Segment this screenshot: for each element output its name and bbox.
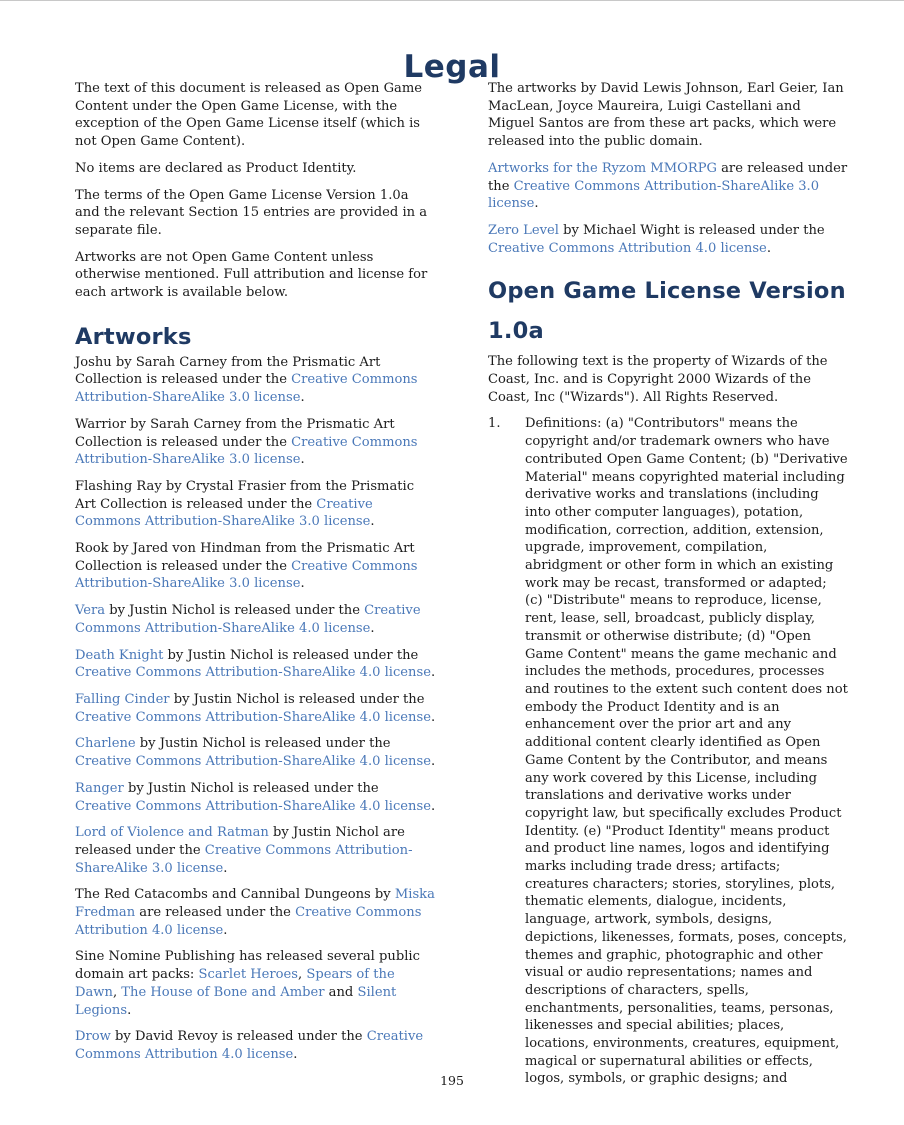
artwork-credit	[75, 647, 437, 682]
license-link[interactable]: Artworks for the Ryzom MMORPG	[488, 160, 717, 176]
artwork-credit	[75, 886, 437, 939]
ogl-heading: Open Game License Version 1.0a	[488, 278, 846, 345]
attribution-text: by Justin Nichol are released under the	[75, 825, 405, 858]
attribution-text: .	[430, 709, 436, 725]
license-link[interactable]: Creative Commons Attribution-ShareAlike 4.0 license	[75, 709, 431, 725]
attribution-text: .	[300, 452, 305, 468]
right-column	[488, 80, 848, 1088]
artwork-credit	[75, 824, 437, 877]
license-link[interactable]: Creative Commons Attribution-ShareAlike 4.0 license	[75, 603, 421, 636]
attribution-text: .	[223, 860, 228, 876]
license-link[interactable]: Creative Commons Attribution-ShareAlike 3.0 license	[75, 372, 418, 406]
attribution-text: by Justin Nichol is released under the	[105, 603, 365, 619]
ogl-list-item	[488, 415, 848, 1088]
license-link[interactable]: Vera	[75, 603, 106, 619]
art-pack-credit	[488, 160, 848, 213]
attribution-text: ,	[112, 984, 122, 1000]
license-link[interactable]: Silent Legions	[75, 984, 397, 1018]
ogl-intro: The following text is the property of Wizards of the Coast, Inc. and is Copyright 2000 Wizards of the Coast, Inc ("Wizards"). All Rights Reserved.	[488, 354, 828, 405]
artwork-credit	[75, 478, 437, 531]
artwork-credit	[75, 948, 437, 1019]
artwork-credit	[75, 354, 437, 407]
top-rule	[0, 0, 904, 1]
ogl-item-number: 1.	[488, 416, 501, 432]
license-link[interactable]: Creative Commons Attribution 4.0 license	[75, 905, 422, 938]
attribution-text: and	[324, 984, 358, 1000]
attribution-text: are released under the	[135, 905, 296, 921]
attribution-text: Joshu by Sarah Carney from the Prismatic Art Collection is released under the	[75, 354, 381, 388]
attribution-text: by Justin Nichol is released under the	[135, 736, 391, 752]
art-pack-credit	[488, 80, 848, 151]
license-link[interactable]: Falling Cinder	[75, 691, 170, 707]
intro-paragraph: Artworks are not Open Game Content unless otherwise mentioned. Full attribution and license for each artwork is available below.	[75, 249, 428, 301]
attribution-text: .	[300, 576, 305, 592]
license-link[interactable]: Creative Commons Attribution 4.0 license	[75, 1029, 424, 1062]
art-pack-credit	[488, 222, 848, 257]
left-column	[75, 80, 437, 1073]
attribution-text: .	[534, 196, 539, 212]
art-pack-section	[488, 80, 848, 257]
attribution-text: .	[430, 754, 436, 770]
attribution-text: .	[766, 240, 771, 256]
license-link[interactable]: Creative Commons Attribution-ShareAlike 3.0 license	[75, 496, 373, 530]
attribution-text: .	[370, 514, 375, 530]
license-link[interactable]: Charlene	[75, 736, 136, 752]
license-link[interactable]: Creative Commons Attribution-ShareAlike 3.0 license	[75, 558, 418, 592]
attribution-text: .	[370, 620, 375, 636]
license-link[interactable]: Zero Level	[488, 222, 559, 238]
artwork-credit	[75, 780, 437, 815]
attribution-text: Flashing Ray by Crystal Frasier from the Prismatic Art Collection is released under the	[75, 478, 415, 512]
license-link[interactable]: Scarlet Heroes	[198, 967, 299, 983]
intro-paragraph: The text of this document is released as Open Game Content under the Open Game License, with the exception of the Open Game License itself (which is not Open Game Content).	[75, 81, 423, 150]
license-link[interactable]: Creative Commons Attribution-ShareAlike 4.0 license	[75, 754, 431, 770]
attribution-text: .	[293, 1046, 298, 1062]
attribution-text: .	[300, 390, 305, 406]
license-link[interactable]: Creative Commons Attribution-ShareAlike 4.0 license	[75, 798, 431, 814]
license-link[interactable]: Miska Fredman	[75, 887, 435, 921]
artwork-credit	[75, 1028, 437, 1063]
attribution-text: by Justin Nichol is released under the	[169, 691, 425, 707]
artwork-credit	[75, 602, 437, 637]
page-title: Legal	[403, 48, 501, 85]
license-link[interactable]: Spears of the Dawn	[75, 967, 395, 1000]
attribution-text: Rook by Jared von Hindman from the Prismatic Art Collection is released under the	[75, 541, 415, 574]
artwork-credit	[75, 735, 437, 770]
license-link[interactable]: The House of Bone and Amber	[121, 984, 325, 1000]
attribution-text: by Justin Nichol is released under the	[123, 780, 379, 796]
ogl-list	[488, 415, 848, 1088]
artworks-heading: Artworks	[75, 323, 192, 350]
attribution-text: Warrior by Sarah Carney from the Prismatic Art Collection is released under the	[75, 416, 395, 450]
artworks-list	[75, 354, 437, 1064]
intro-paragraph: No items are declared as Product Identity.	[75, 160, 357, 176]
page-number: 195	[440, 1073, 464, 1088]
attribution-text: Sine Nomine Publishing has released several public domain art packs:	[75, 949, 420, 983]
license-link[interactable]: Creative Commons Attribution-ShareAlike 4.0 license	[75, 665, 431, 681]
license-link[interactable]: Creative Commons Attribution-ShareAlike 3.0 license	[488, 178, 820, 212]
license-link[interactable]: Death Knight	[75, 647, 164, 663]
attribution-text: The Red Catacombs and Cannibal Dungeons by	[75, 887, 395, 903]
artwork-credit	[75, 540, 437, 593]
license-link[interactable]: Creative Commons Attribution 4.0 license	[488, 240, 767, 256]
attribution-text: .	[127, 1002, 132, 1018]
attribution-text: .	[430, 665, 436, 681]
attribution-text: by Justin Nichol is released under the	[163, 647, 419, 663]
license-link[interactable]: Drow	[75, 1029, 111, 1045]
license-link[interactable]: Creative Commons Attribution-ShareAlike 3.0 license	[75, 842, 413, 876]
license-link[interactable]: Ranger	[75, 780, 124, 796]
attribution-text: are released under the	[488, 160, 848, 194]
artwork-credit	[75, 691, 437, 726]
attribution-text: by David Revoy is released under the	[110, 1029, 367, 1045]
license-link[interactable]: Creative Commons Attribution-ShareAlike 3.0 license	[75, 434, 418, 468]
intro-paragraph: The terms of the Open Game License Version 1.0a and the relevant Section 15 entries are provided in a separate file.	[75, 187, 428, 238]
attribution-text: .	[223, 922, 228, 938]
attribution-text: .	[430, 798, 436, 814]
ogl-item-text: Definitions: (a) "Contributors" means the copyright and/or trademark owners who have contributed Open Game Content; (b) "Derivative Material" means copyrighted material including derivative works and translations (including into other computer languages), potation, modification, correction, addition, extension, upgrade, improvement, compilation, abridgment or other form in which an existing work may be recast, transformed or adapted; (c) "Distribute" means to reproduce, license, rent, lease, sell, broadcast, publicly display, transmit or otherwise distribute; (d) "Open Game Content" means the game mechanic and includes the methods, procedures, processes and routines to the extent such content does not embody the Product Identity and is an enhancement over the prior art and any additional content clearly identified as Open Game Content by the Contributor, and means any work covered by this License, including translations and derivative works under copyright law, but specifically excludes Product Identity. (e) "Product Identity" means product and product line names, logos and identifying marks including trade dress; artifacts; creatures characters; stories, storylines, plots, thematic elements, dialogue, incidents, language, artwork, symbols, designs, depictions, likenesses, formats, poses, concepts, themes and graphic, photographic and other visual or audio representations; names and descriptions of characters, spells, enchantments, personalities, teams, personas, likenesses and special abilities; places, locations, environments, creatures, equipment, magical or supernatural abilities or effects, logos, symbols, or graphic designs; and	[525, 416, 848, 1087]
attribution-text: The artworks by David Lewis Johnson, Earl Geier, Ian MacLean, Joyce Maureira, Luigi Castellani and Miguel Santos are from these art packs, which were released into the public domain.	[488, 81, 844, 150]
artwork-credit	[75, 416, 437, 469]
attribution-text: ,	[298, 967, 307, 983]
attribution-text: by Michael Wight is released under the	[558, 222, 825, 238]
intro-section	[75, 80, 437, 302]
license-link[interactable]: Lord of Violence and Ratman	[75, 825, 269, 841]
